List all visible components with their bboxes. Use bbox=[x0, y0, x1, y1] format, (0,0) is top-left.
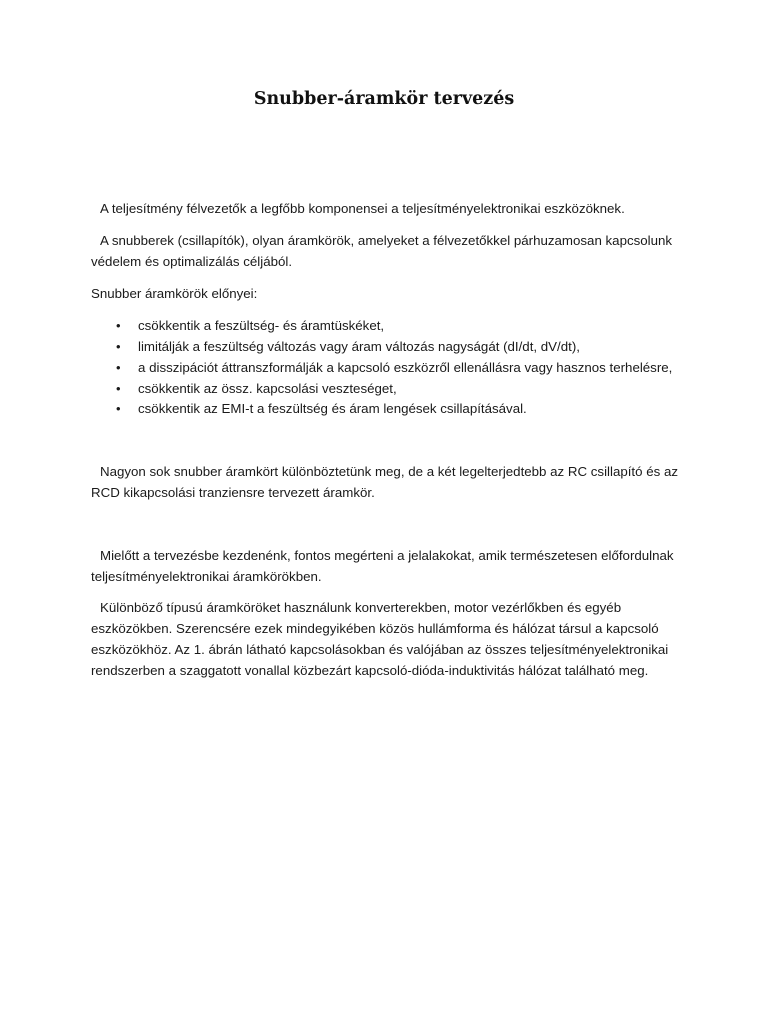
list-item-text: a disszipációt áttranszformálják a kapcsoló eszközről ellenállásra vagy hasznos terhelésre, bbox=[138, 359, 673, 375]
benefits-heading: Snubber áramkörök előnyei: bbox=[91, 286, 258, 302]
bullet-icon: • bbox=[116, 401, 121, 417]
list-item bbox=[116, 316, 679, 337]
bullet-icon: • bbox=[116, 338, 121, 354]
list-item bbox=[116, 358, 679, 379]
paragraph-circuit-types: Különböző típusú áramköröket használunk konverterekben, motor vezérlőkben és egyéb eszközökben. Szerencsére ezek mindegyikében közös hullámforma és hálózat társul a kapcsoló eszközökhöz. Az 1. ábrán látható kapcsolásokban és valójában az összes teljesítményelektronikai rendszerben a szaggatott vonallal közbezárt kapcsoló-dióda-induktivitás hálózat található meg. bbox=[91, 600, 669, 678]
list-item bbox=[116, 399, 679, 420]
paragraph-intro: A teljesítmény félvezetők a legfőbb komponensei a teljesítményelektronikai eszközöknek. bbox=[100, 201, 625, 216]
bullet-icon: • bbox=[116, 380, 121, 396]
paragraph-snubber-definition: A snubberek (csillapítók), olyan áramkörök, amelyeket a félvezetőkkel párhuzamosan kapcsolunk védelem és optimalizálás céljából. bbox=[91, 232, 673, 269]
list-item bbox=[116, 337, 679, 358]
benefits-list bbox=[91, 316, 679, 420]
paragraph-snubber-types: Nagyon sok snubber áramkört különböztetünk meg, de a két legelterjedtebb az RC csillapító és az RCD kikapcsolási tranziensre tervezett áramkör. bbox=[91, 464, 678, 500]
document-body bbox=[91, 199, 679, 682]
list-item-text: csökkentik az össz. kapcsolási veszteséget, bbox=[138, 380, 397, 396]
bullet-icon: • bbox=[116, 359, 121, 375]
list-item-text: limitálják a feszültség változás vagy áram változás nagyságát (dI/dt, dV/dt), bbox=[138, 338, 580, 354]
list-item-text: csökkentik az EMI-t a feszültség és áram lengések csillapításával. bbox=[138, 401, 527, 417]
page-title: Snubber-áramkör tervezés bbox=[253, 89, 515, 109]
spacer bbox=[91, 420, 679, 462]
paragraph-waveforms: Mielőtt a tervezésbe kezdenénk, fontos megérteni a jelalakokat, amik természetesen előfordulnak teljesítményelektronikai áramkörökben. bbox=[91, 547, 674, 584]
bullet-icon: • bbox=[116, 318, 121, 334]
spacer bbox=[91, 504, 679, 546]
list-item bbox=[116, 379, 679, 400]
list-item-text: csökkentik a feszültség- és áramtüskéket, bbox=[138, 318, 385, 334]
